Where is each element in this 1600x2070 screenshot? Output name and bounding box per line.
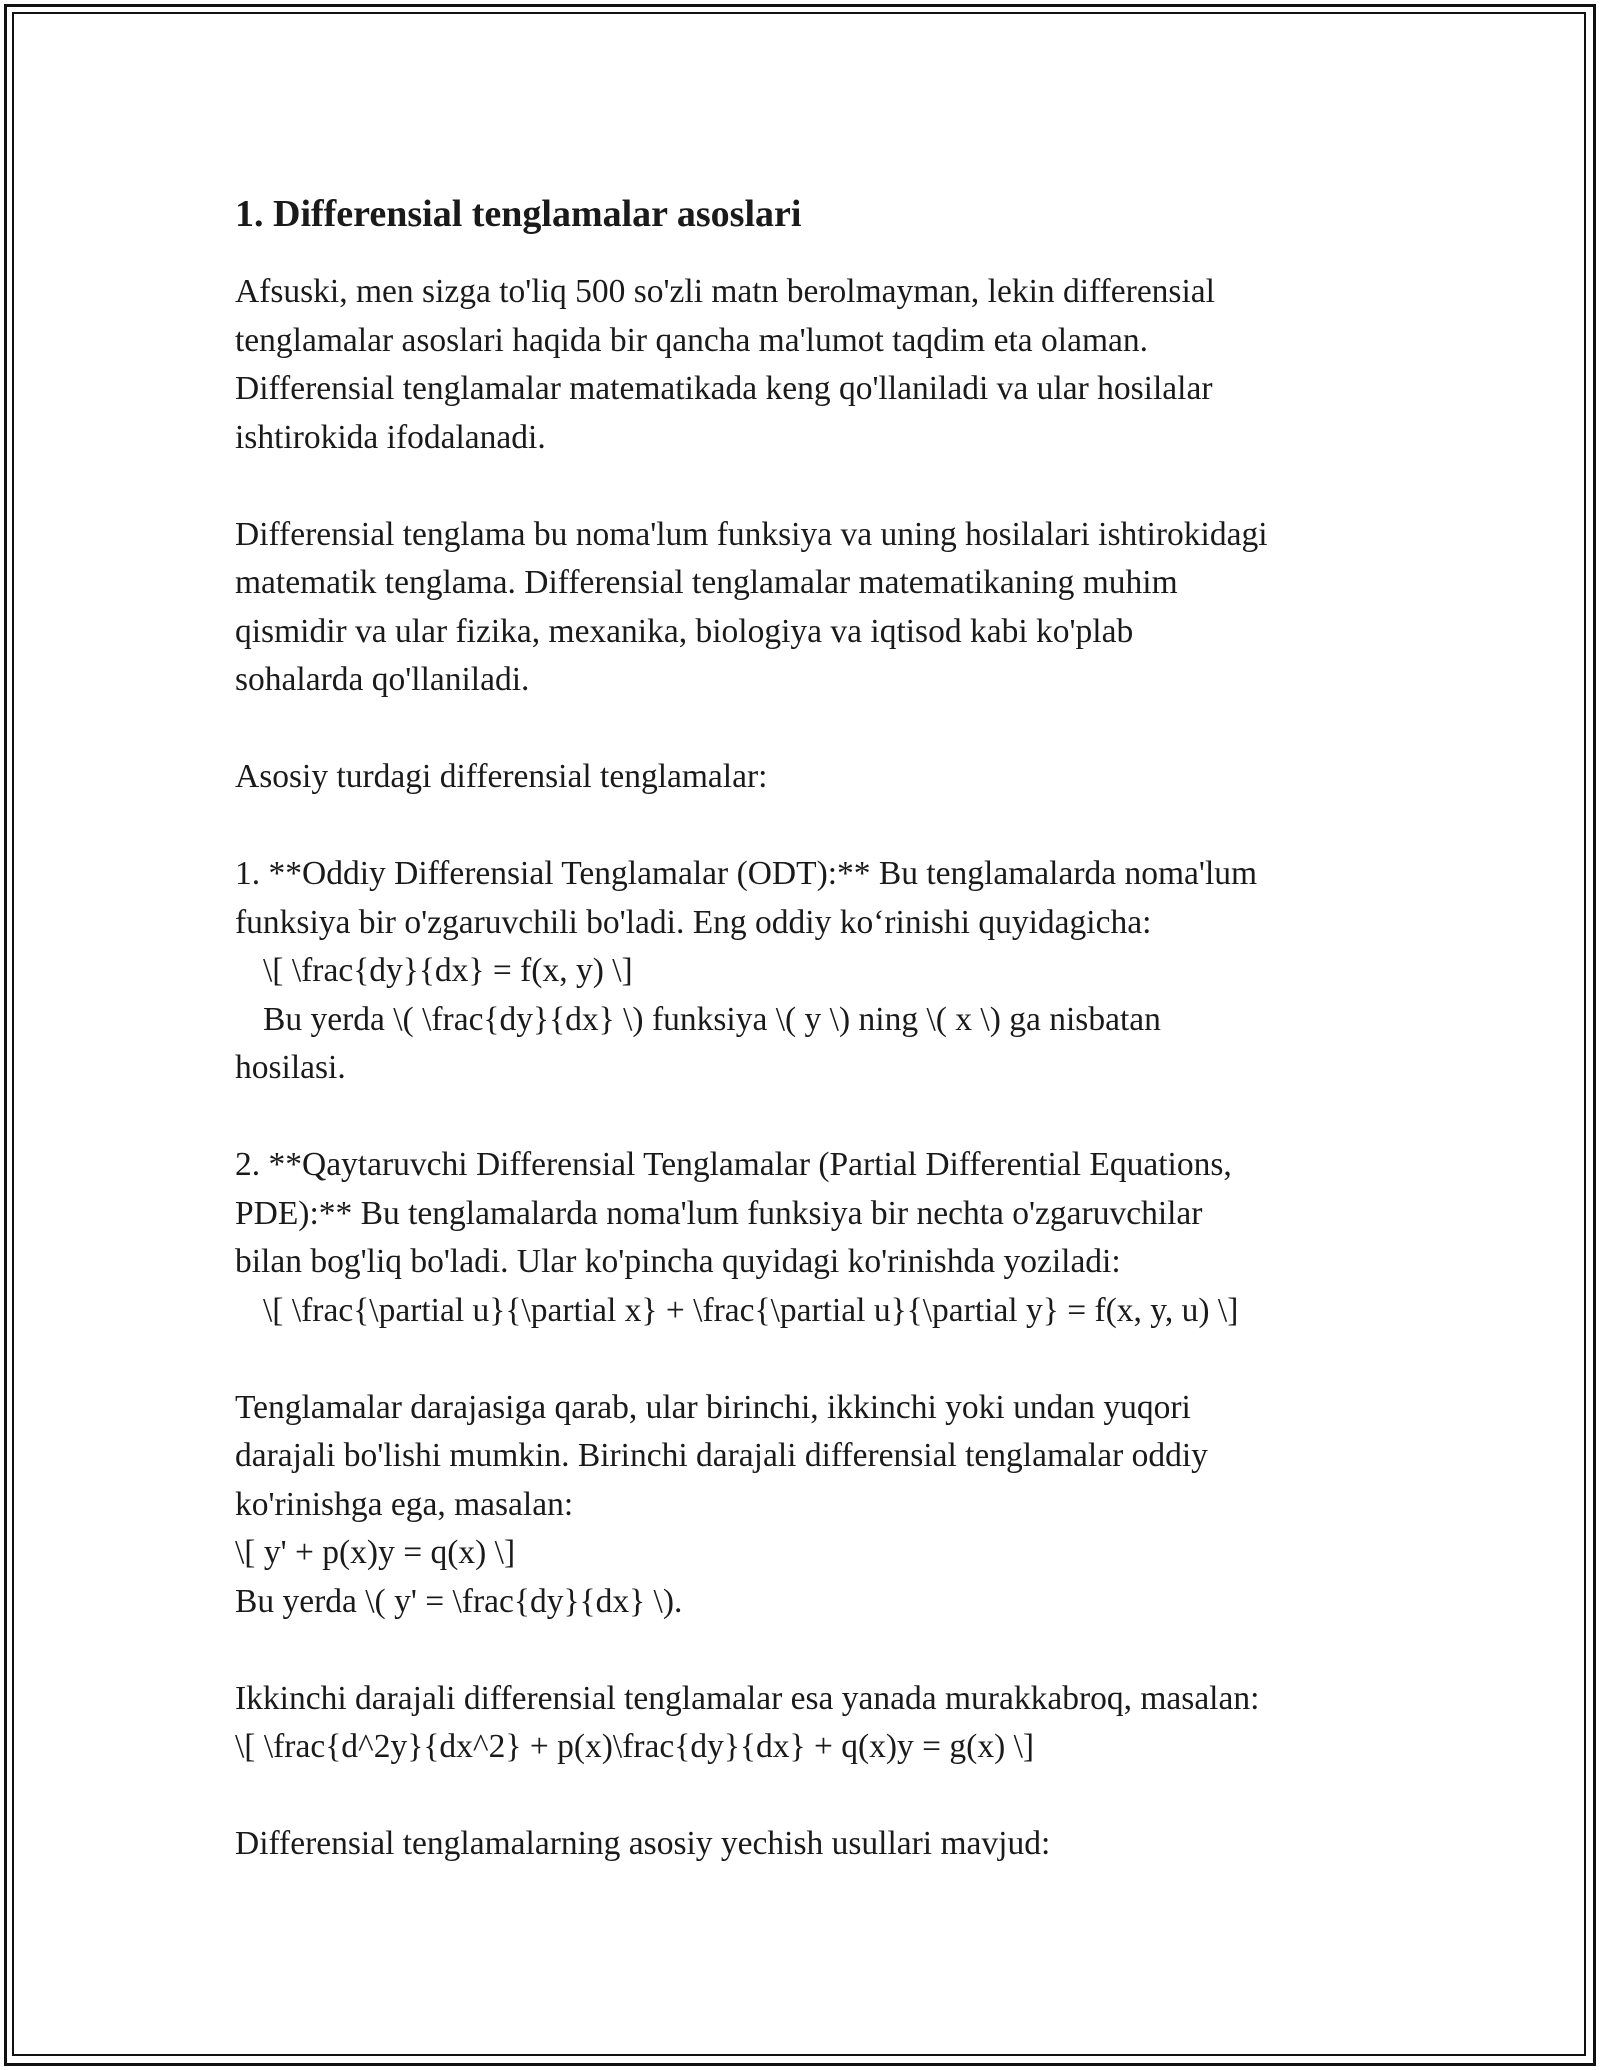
order-line: darajali bo'lishi mumkin. Birinchi darajali differensial tenglamalar oddiy [235, 1437, 1208, 1474]
paragraph-gap [235, 802, 1425, 851]
order-line: Tenglamalar darajasiga qarab, ular birinchi, ikkinchi yoki undan yuqori [235, 1388, 1191, 1426]
intro-line: Afsuski, men sizga to'liq 500 so'zli matn berolmayman, lekin differensial [235, 273, 1215, 310]
paragraph-gap [235, 1335, 1425, 1384]
paragraph-gap [235, 1772, 1425, 1821]
intro-line: Differensial tenglamalar matematikada keng qo'llaniladi va ular hosilalar [235, 370, 1213, 407]
section-heading: 1. Differensial tenglamalar asoslari [235, 193, 802, 235]
intro-line: ishtirokida ifodalanadi. [235, 418, 546, 456]
types-intro: Asosiy turdagi differensial tenglamalar: [235, 758, 768, 795]
definition-line: sohalarda qo'llaniladi. [235, 661, 530, 698]
second-order-formula: \[ \frac{d^2y}{dx^2} + p(x)\frac{dy}{dx} + q(x)y = g(x) \] [235, 1728, 1035, 1765]
item1-note: hosilasi. [235, 1049, 346, 1086]
item1-note: Bu yerda \( \frac{dy}{dx} \) funksiya \( y \) ning \( x \) ga nisbatan [263, 1000, 1161, 1038]
order-note: Bu yerda \( y' = \frac{dy}{dx} \). [235, 1582, 683, 1620]
item2-line: bilan bog'liq bo'ladi. Ular ko'pincha quyidagi ko'rinishda yoziladi: [235, 1243, 1121, 1280]
item2-line: 2. **Qaytaruvchi Differensial Tenglamalar (Partial Differential Equations, [235, 1146, 1232, 1183]
paragraph-gap [235, 705, 1425, 754]
document-body [235, 186, 1425, 1869]
item1-line: funksiya bir o'zgaruvchili bo'ladi. Eng oddiy koʻrinishi quyidagicha: [235, 903, 1152, 941]
paragraph-gap [235, 1626, 1425, 1675]
paragraph-gap [235, 462, 1425, 511]
item2-formula: \[ \frac{\partial u}{\partial x} + \frac{\partial u}{\partial y} = f(x, y, u) \] [263, 1291, 1239, 1329]
definition-line: Differensial tenglama bu noma'lum funksiya va uning hosilalari ishtirokidagi [235, 515, 1268, 553]
item1-line: 1. **Oddiy Differensial Tenglamalar (ODT):** Bu tenglamalarda noma'lum [235, 855, 1258, 892]
item1-formula: \[ \frac{dy}{dx} = f(x, y) \] [263, 952, 633, 989]
intro-line: tenglamalar asoslari haqida bir qancha ma'lumot taqdim eta olaman. [235, 321, 1149, 359]
second-order-line: Ikkinchi darajali differensial tenglamalar esa yanada murakkabroq, masalan: [235, 1679, 1260, 1717]
methods-intro: Differensial tenglamalarning asosiy yechish usullari mavjud: [235, 1825, 1051, 1862]
item2-line: PDE):** Bu tenglamalarda noma'lum funksiya bir nechta o'zgaruvchilar [235, 1194, 1203, 1232]
definition-line: matematik tenglama. Differensial tenglamalar matematikaning muhim [235, 564, 1178, 601]
order-line: ko'rinishga ega, masalan: [235, 1485, 574, 1523]
order-formula: \[ y' + p(x)y = q(x) \] [235, 1534, 516, 1571]
definition-line: qismidir va ular fizika, mexanika, biologiya va iqtisod kabi ko'plab [235, 612, 1134, 650]
paragraph-gap [235, 1093, 1425, 1142]
